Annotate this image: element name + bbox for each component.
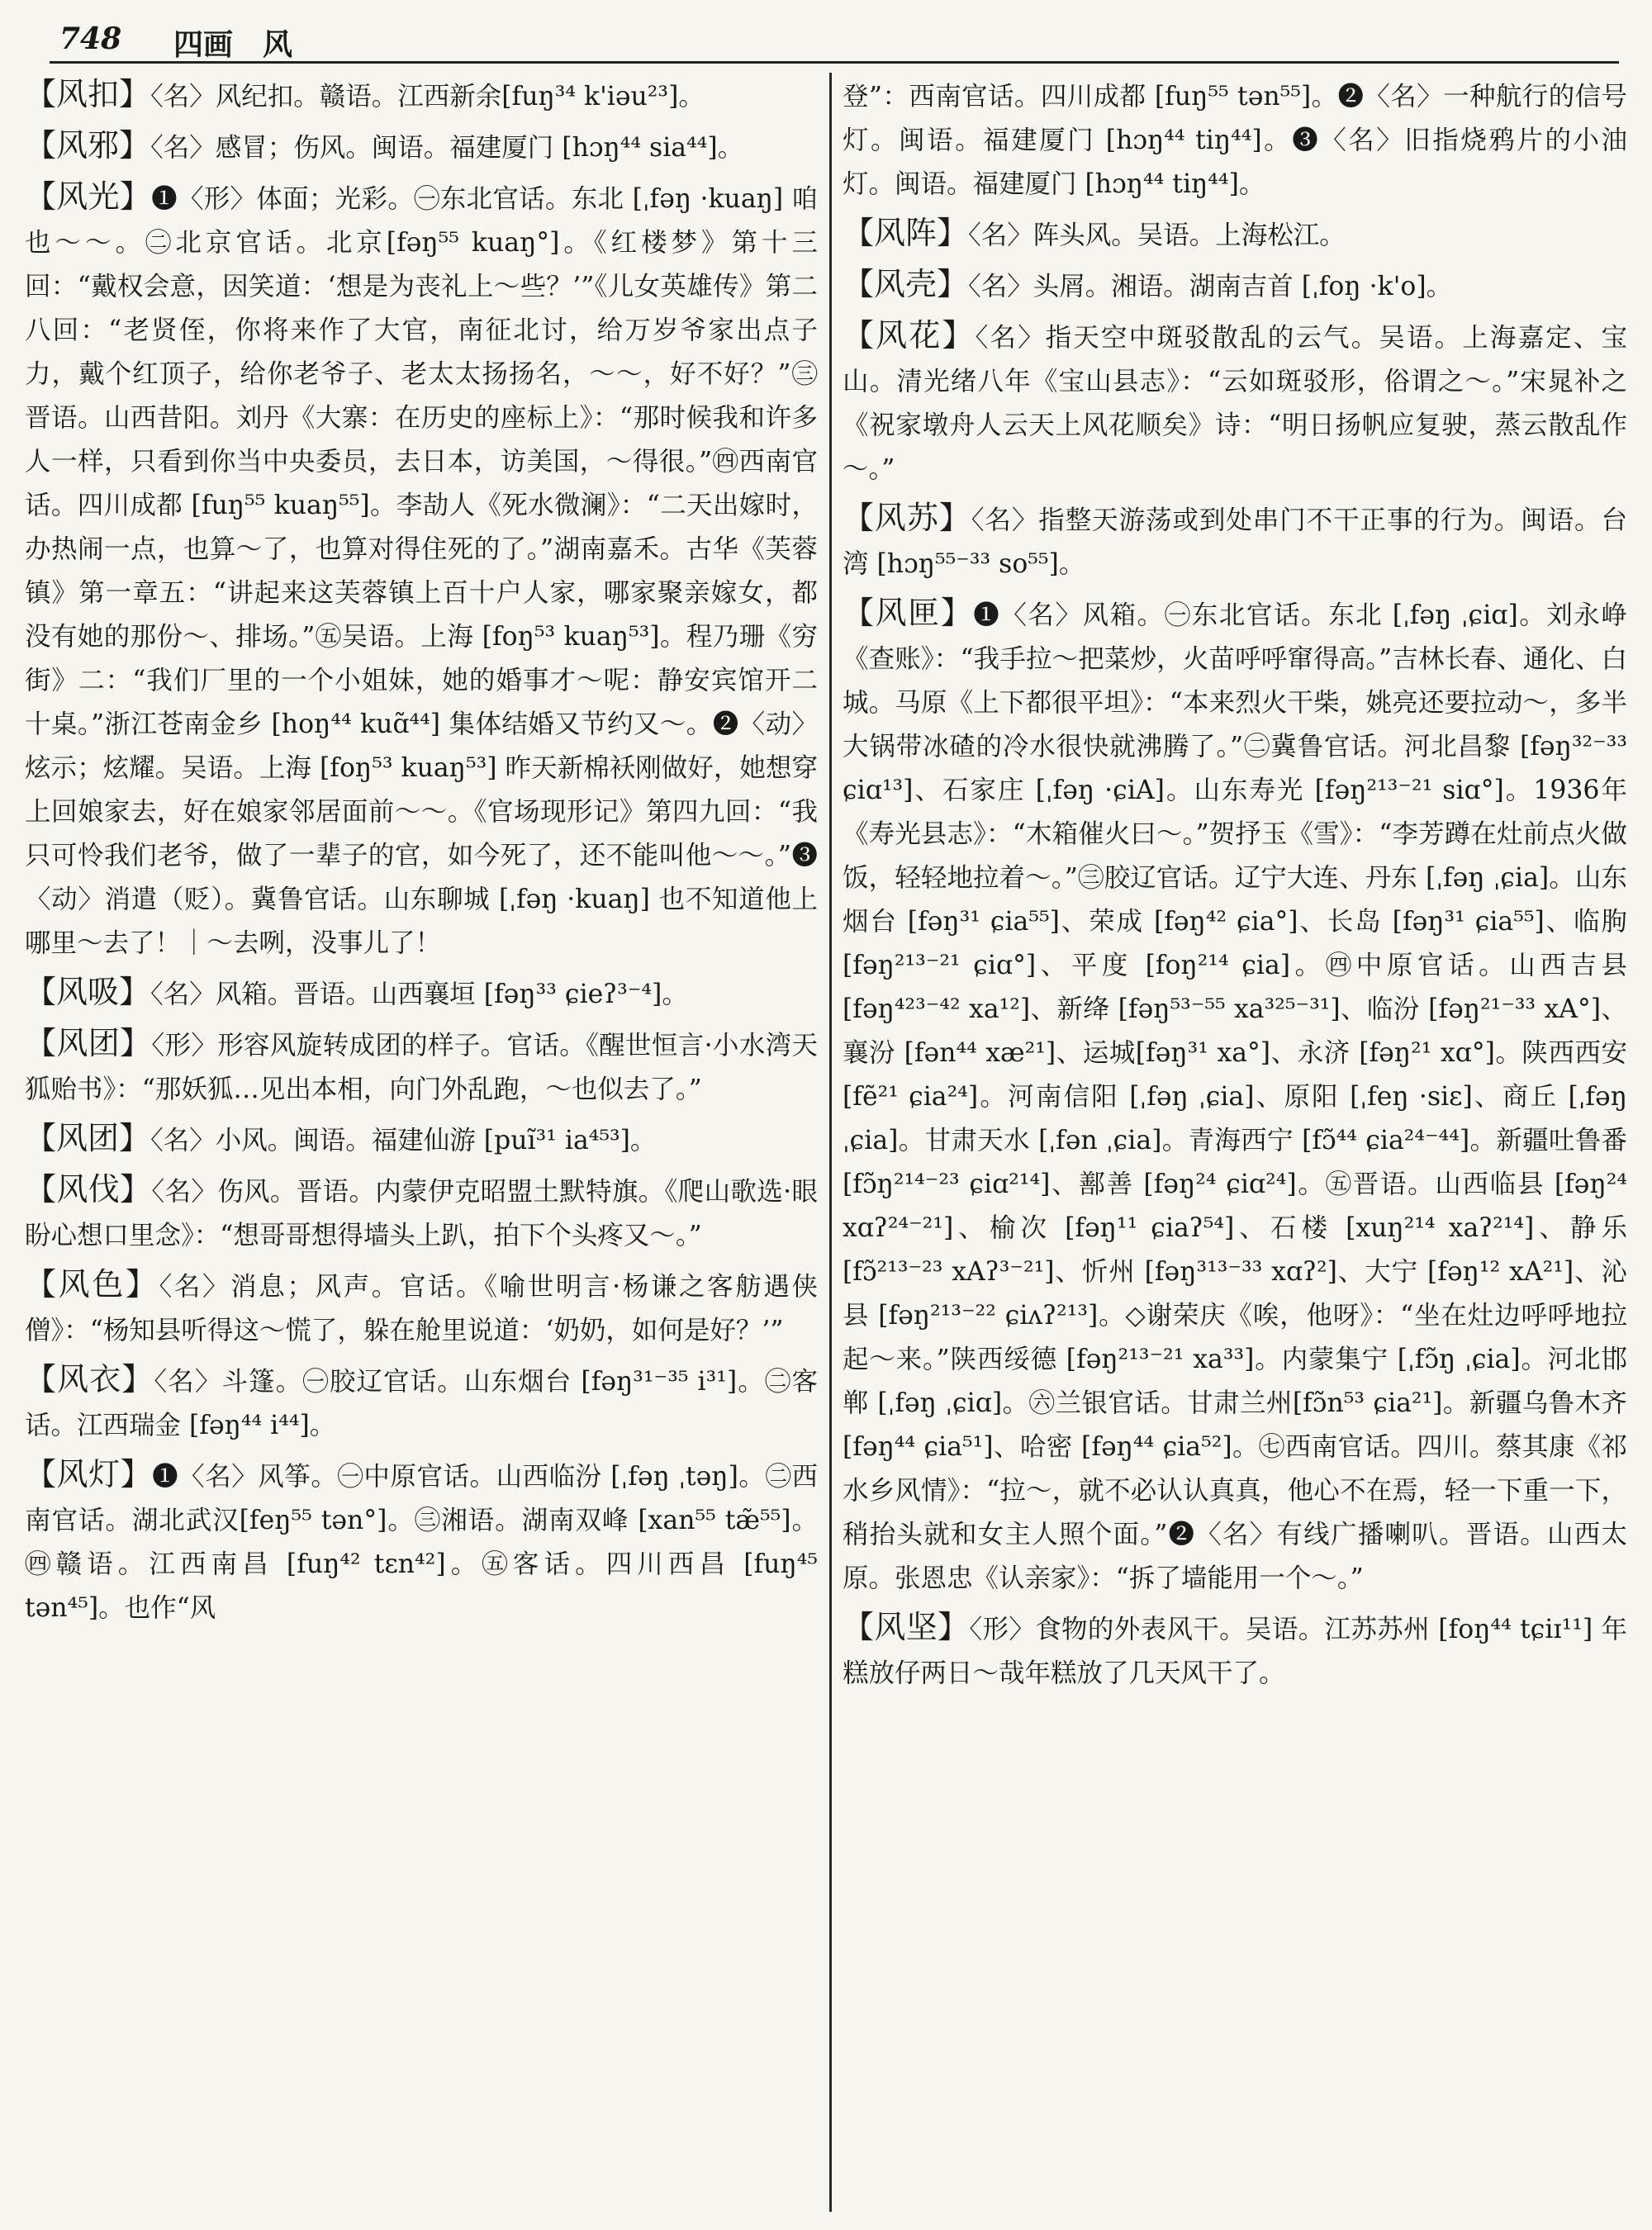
entry-body: 〈形〉食物的外表风干。吴语。江苏苏州 [foŋ⁴⁴ tɕiɪ¹¹] 年糕放仔两日～哉年糕放了几天风干了。 xyxy=(843,1615,1627,1688)
entry-headword: 【风团】 xyxy=(25,1025,152,1061)
entry-body: 〈名〉小风。闽语。福建仙游 [puĩ³¹ ia⁴⁵³]。 xyxy=(150,1126,657,1155)
column-divider xyxy=(829,73,832,2212)
entry xyxy=(843,314,1627,491)
entry-body: 〈名〉风箱。晋语。山西襄垣 [fəŋ³³ ɕieʔ³⁻⁴]。 xyxy=(150,980,688,1009)
entry-headword: 【风团】 xyxy=(25,1120,151,1156)
entry-headword: 【风坚】 xyxy=(843,1609,970,1645)
page-header xyxy=(50,15,1619,64)
entry xyxy=(25,124,818,170)
entry xyxy=(843,591,1627,1601)
entry-headword: 【风花】 xyxy=(843,317,976,353)
entry-headword: 【风苏】 xyxy=(843,500,971,536)
entry-body: 登”：西南官话。四川成都 [fuŋ⁵⁵ tən⁵⁵]。❷〈名〉一种航行的信号灯。闽语。福建厦门 [hɔŋ⁴⁴ tiŋ⁴⁴]。❸〈名〉旧指烧鸦片的小油灯。闽语。福建厦门 [hɔŋ⁴⁴ tiŋ⁴⁴]。 xyxy=(843,82,1627,199)
entry-body: 〈名〉消息；风声。官话。《喻世明言·杨谦之客舫遇侠僧》：“杨知县听得这～慌了，躲在舱里说道：‘奶奶，如何是好？’” xyxy=(25,1272,818,1345)
entry xyxy=(843,496,1627,586)
entry-headword: 【风色】 xyxy=(25,1266,159,1302)
entry xyxy=(25,175,818,966)
entry-body: 〈名〉阵头风。吴语。上海松江。 xyxy=(968,221,1346,250)
entry-body: ❶〈名〉风箱。㊀东北官话。东北 [ˌfəŋ ˌɕiɑ]。刘永峥《查账》：“我手拉～把菜炒，火苗呼呼窜得高。”吉林长春、通化、白城。马原《上下都很平坦》：“本来烈火干柴，姚亮还要拉动～，多半大锅带冰碴的冷水很快就沸腾了。”㊁冀鲁官话。河北昌黎 [fəŋ³²⁻³³ ɕiɑ¹³]、石家庄 [ˌfəŋ ·ɕiA]。山东寿光 [fəŋ²¹³⁻²¹ siɑ°]。1936年《寿光县志》：“木箱催火曰～。”贺抒玉《雪》：“李芳蹲在灶前点火做饭，轻轻地拉着～。”㊂胶辽官话。辽宁大连、丹东 [ˌfəŋ ˌɕia]。山东烟台 [fəŋ³¹ ɕia⁵⁵]、荣成 [fəŋ⁴² ɕia°]、长岛 [fəŋ³¹ ɕia⁵⁵]、临朐 [fəŋ²¹³⁻²¹ ɕiɑ°]、平度 [foŋ²¹⁴ ɕia]。㊃中原官话。山西吉县 [fəŋ⁴²³⁻⁴² xa¹²]、新绛 [fəŋ⁵³⁻⁵⁵ xa³²⁵⁻³¹]、临汾 [fəŋ²¹⁻³³ xA°]、襄汾 [fən⁴⁴ xæ²¹]、运城[fəŋ³¹ xa°]、永济 [fəŋ²¹ xɑ°]。陕西西安 [fẽ²¹ ɕia²⁴]。河南信阳 [ˌfəŋ ˌɕia]、原阳 [ˌfeŋ ·siɛ]、商丘 [ˌfəŋ ˌɕia]。甘肃天水 [ˌfən ˌɕia]。青海西宁 [fɔ̃⁴⁴ ɕia²⁴⁻⁴⁴]。新疆吐鲁番 [fɔ̃ŋ²¹⁴⁻²³ ɕiɑ²¹⁴]、鄯善 [fəŋ²⁴ ɕiɑ²⁴]。㊄晋语。山西临县 [fəŋ²⁴ xɑʔ²⁴⁻²¹]、榆次 [fəŋ¹¹ ɕiaʔ⁵⁴]、石楼 [xuŋ²¹⁴ xaʔ²¹⁴]、静乐 [fɔ̃²¹³⁻²³ xAʔ³⁻²¹]、忻州 [fəŋ³¹³⁻³³ xɑʔ²]、大宁 [fəŋ¹² xA²¹]、沁县 [fəŋ²¹³⁻²² ɕiʌʔ²¹³]。◇谢荣庆《唉，他呀》：“坐在灶边呼呼地拉起～来。”陕西绥德 [fəŋ²¹³⁻²¹ xa³³]。内蒙集宁 [ˌfɔ̃ŋ ˌɕia]。河北邯郸 [ˌfəŋ ˌɕiɑ]。㊅兰银官话。甘肃兰州[fɔ̃n⁵³ ɕia²¹]。新疆乌鲁木齐 [fəŋ⁴⁴ ɕia⁵¹]、哈密 [fəŋ⁴⁴ ɕia⁵²]。㊆西南官话。四川。蔡其康《祁水乡风情》：“拉～，就不必认认真真，他心不在焉，轻一下重一下，稍抬头就和女主人照个面。”❷〈名〉有线广播喇叭。晋语。山西太原。张恩忠《认亲家》：“拆了墙能用一个～。” xyxy=(843,600,1627,1593)
entry-headword: 【风光】 xyxy=(25,178,152,215)
entry-body: 〈名〉头屑。湘语。湖南吉首 [ˌfoŋ ·k'o]。 xyxy=(968,272,1453,301)
entry-body: ❶〈名〉风筝。㊀中原官话。山西临汾 [ˌfəŋ ˌtəŋ]。㊁西南官话。湖北武汉[feŋ⁵⁵ tən°]。㊂湘语。湖南双峰 [xan⁵⁵ tæ̃⁵⁵]。㊃赣语。江西南昌 [fuŋ⁴² tɛn⁴²]。㊄客话。四川西昌 [fuŋ⁴⁵ tən⁴⁵]。也作“风 xyxy=(25,1462,818,1623)
entry xyxy=(25,1117,818,1163)
entry-headword: 【风阵】 xyxy=(843,215,969,251)
entry xyxy=(25,73,818,119)
entry xyxy=(25,970,818,1017)
entry-body: 〈名〉指整天游荡或到处串门不干正事的行为。闽语。台湾 [hɔŋ⁵⁵⁻³³ so⁵⁵]。 xyxy=(843,505,1627,579)
entry-headword: 【风衣】 xyxy=(25,1361,154,1397)
entry xyxy=(25,1358,818,1448)
entry xyxy=(25,1263,818,1353)
entry-body: 〈名〉斗篷。㊀胶辽官话。山东烟台 [fəŋ³¹⁻³⁵ i³¹]。㊁客话。江西瑞金 [fəŋ⁴⁴ i⁴⁴]。 xyxy=(25,1367,818,1440)
entry-headword: 【风壳】 xyxy=(843,266,969,302)
entry xyxy=(843,1606,1627,1696)
section-title: 四画 风 xyxy=(173,27,293,62)
right-column xyxy=(843,73,1627,2212)
entry-headword: 【风匣】 xyxy=(843,595,974,631)
entry-body: 〈名〉风纪扣。赣语。江西新余[fuŋ³⁴ k'iəu²³]。 xyxy=(150,82,705,112)
entry-headword: 【风吸】 xyxy=(25,974,151,1010)
entry-body: 〈名〉伤风。晋语。内蒙伊克昭盟土默特旗。《爬山歌选·眼盼心想口里念》：“想哥哥想得墙头上趴，拍下个头疼又～。” xyxy=(25,1177,818,1250)
entry-headword: 【风邪】 xyxy=(25,127,151,164)
entry xyxy=(843,263,1627,309)
entry-headword: 【风扣】 xyxy=(25,76,151,112)
entry-continued xyxy=(843,73,1627,206)
entry-body: 〈名〉指天空中斑驳散乱的云气。吴语。上海嘉定、宝山。清光绪八年《宝山县志》：“云如斑驳形，俗谓之～。”宋晁补之《祝家墩舟人云天上风花顺矣》诗：“明日扬帆应复驶，蒸云散乱作～。” xyxy=(843,323,1627,484)
entry xyxy=(25,1453,818,1630)
left-column xyxy=(25,73,818,2212)
entry-body: 〈名〉感冒；伤风。闽语。福建厦门 [hɔŋ⁴⁴ sia⁴⁴]。 xyxy=(150,133,744,163)
entry-headword: 【风灯】 xyxy=(25,1456,153,1492)
entry xyxy=(25,1022,818,1112)
entry xyxy=(843,211,1627,258)
entry-headword: 【风伐】 xyxy=(25,1171,152,1208)
entry-body: ❶〈形〉体面；光彩。㊀东北官话。东北 [ˌfəŋ ·kuaŋ] 咱也～～。㊁北京官话。北京[fəŋ⁵⁵ kuaŋ°]。《红楼梦》第十三回：“戴权会意，因笑道：‘想是为丧礼上～些？’”《儿女英雄传》第二八回：“老贤侄，你将来作了大官，南征北讨，给万岁爷家出点子力，戴个红顶子，给你老爷子、老太太扬扬名，～～，好不好？”㊂晋语。山西昔阳。刘丹《大寨：在历史的座标上》：“那时候我和许多人一样，只看到你当中央委员，去日本，访美国，～得很。”㊃西南官话。四川成都 [fuŋ⁵⁵ kuaŋ⁵⁵]。李劼人《死水微澜》：“二天出嫁时，办热闹一点，也算～了，也算对得住死的了。”湖南嘉禾。古华《芙蓉镇》第一章五：“讲起来这芙蓉镇上百十户人家，哪家聚亲嫁女，都没有她的那份～、排场。”㊄吴语。上海 [foŋ⁵³ kuaŋ⁵³]。程乃珊《穷街》二：“我们厂里的一个小姐妹，她的婚事才～呢：静安宾馆开二十桌。”浙江苍南金乡 [hoŋ⁴⁴ kuɑ̃⁴⁴] 集体结婚又节约又～。❷〈动〉炫示；炫耀。吴语。上海 [foŋ⁵³ kuaŋ⁵³] 昨天新棉袄刚做好，她想穿上回娘家去，好在娘家邻居面前～～。《官场现形记》第四九回：“我只可怜我们老爷，做了一辈子的官，如今死了，还不能叫他～～。”❸〈动〉消遣（贬）。冀鲁官话。山东聊城 [ˌfəŋ ·kuaŋ] 也不知道他上哪里～去了！｜～去咧，没事儿了！ xyxy=(25,184,818,958)
entry-body: 〈形〉形容风旋转成团的样子。官话。《醒世恒言·小水湾天狐贻书》：“那妖狐…见出本相，向门外乱跑，～也似去了。” xyxy=(25,1031,818,1104)
entry xyxy=(25,1168,818,1258)
page-number: 748 xyxy=(59,21,122,56)
